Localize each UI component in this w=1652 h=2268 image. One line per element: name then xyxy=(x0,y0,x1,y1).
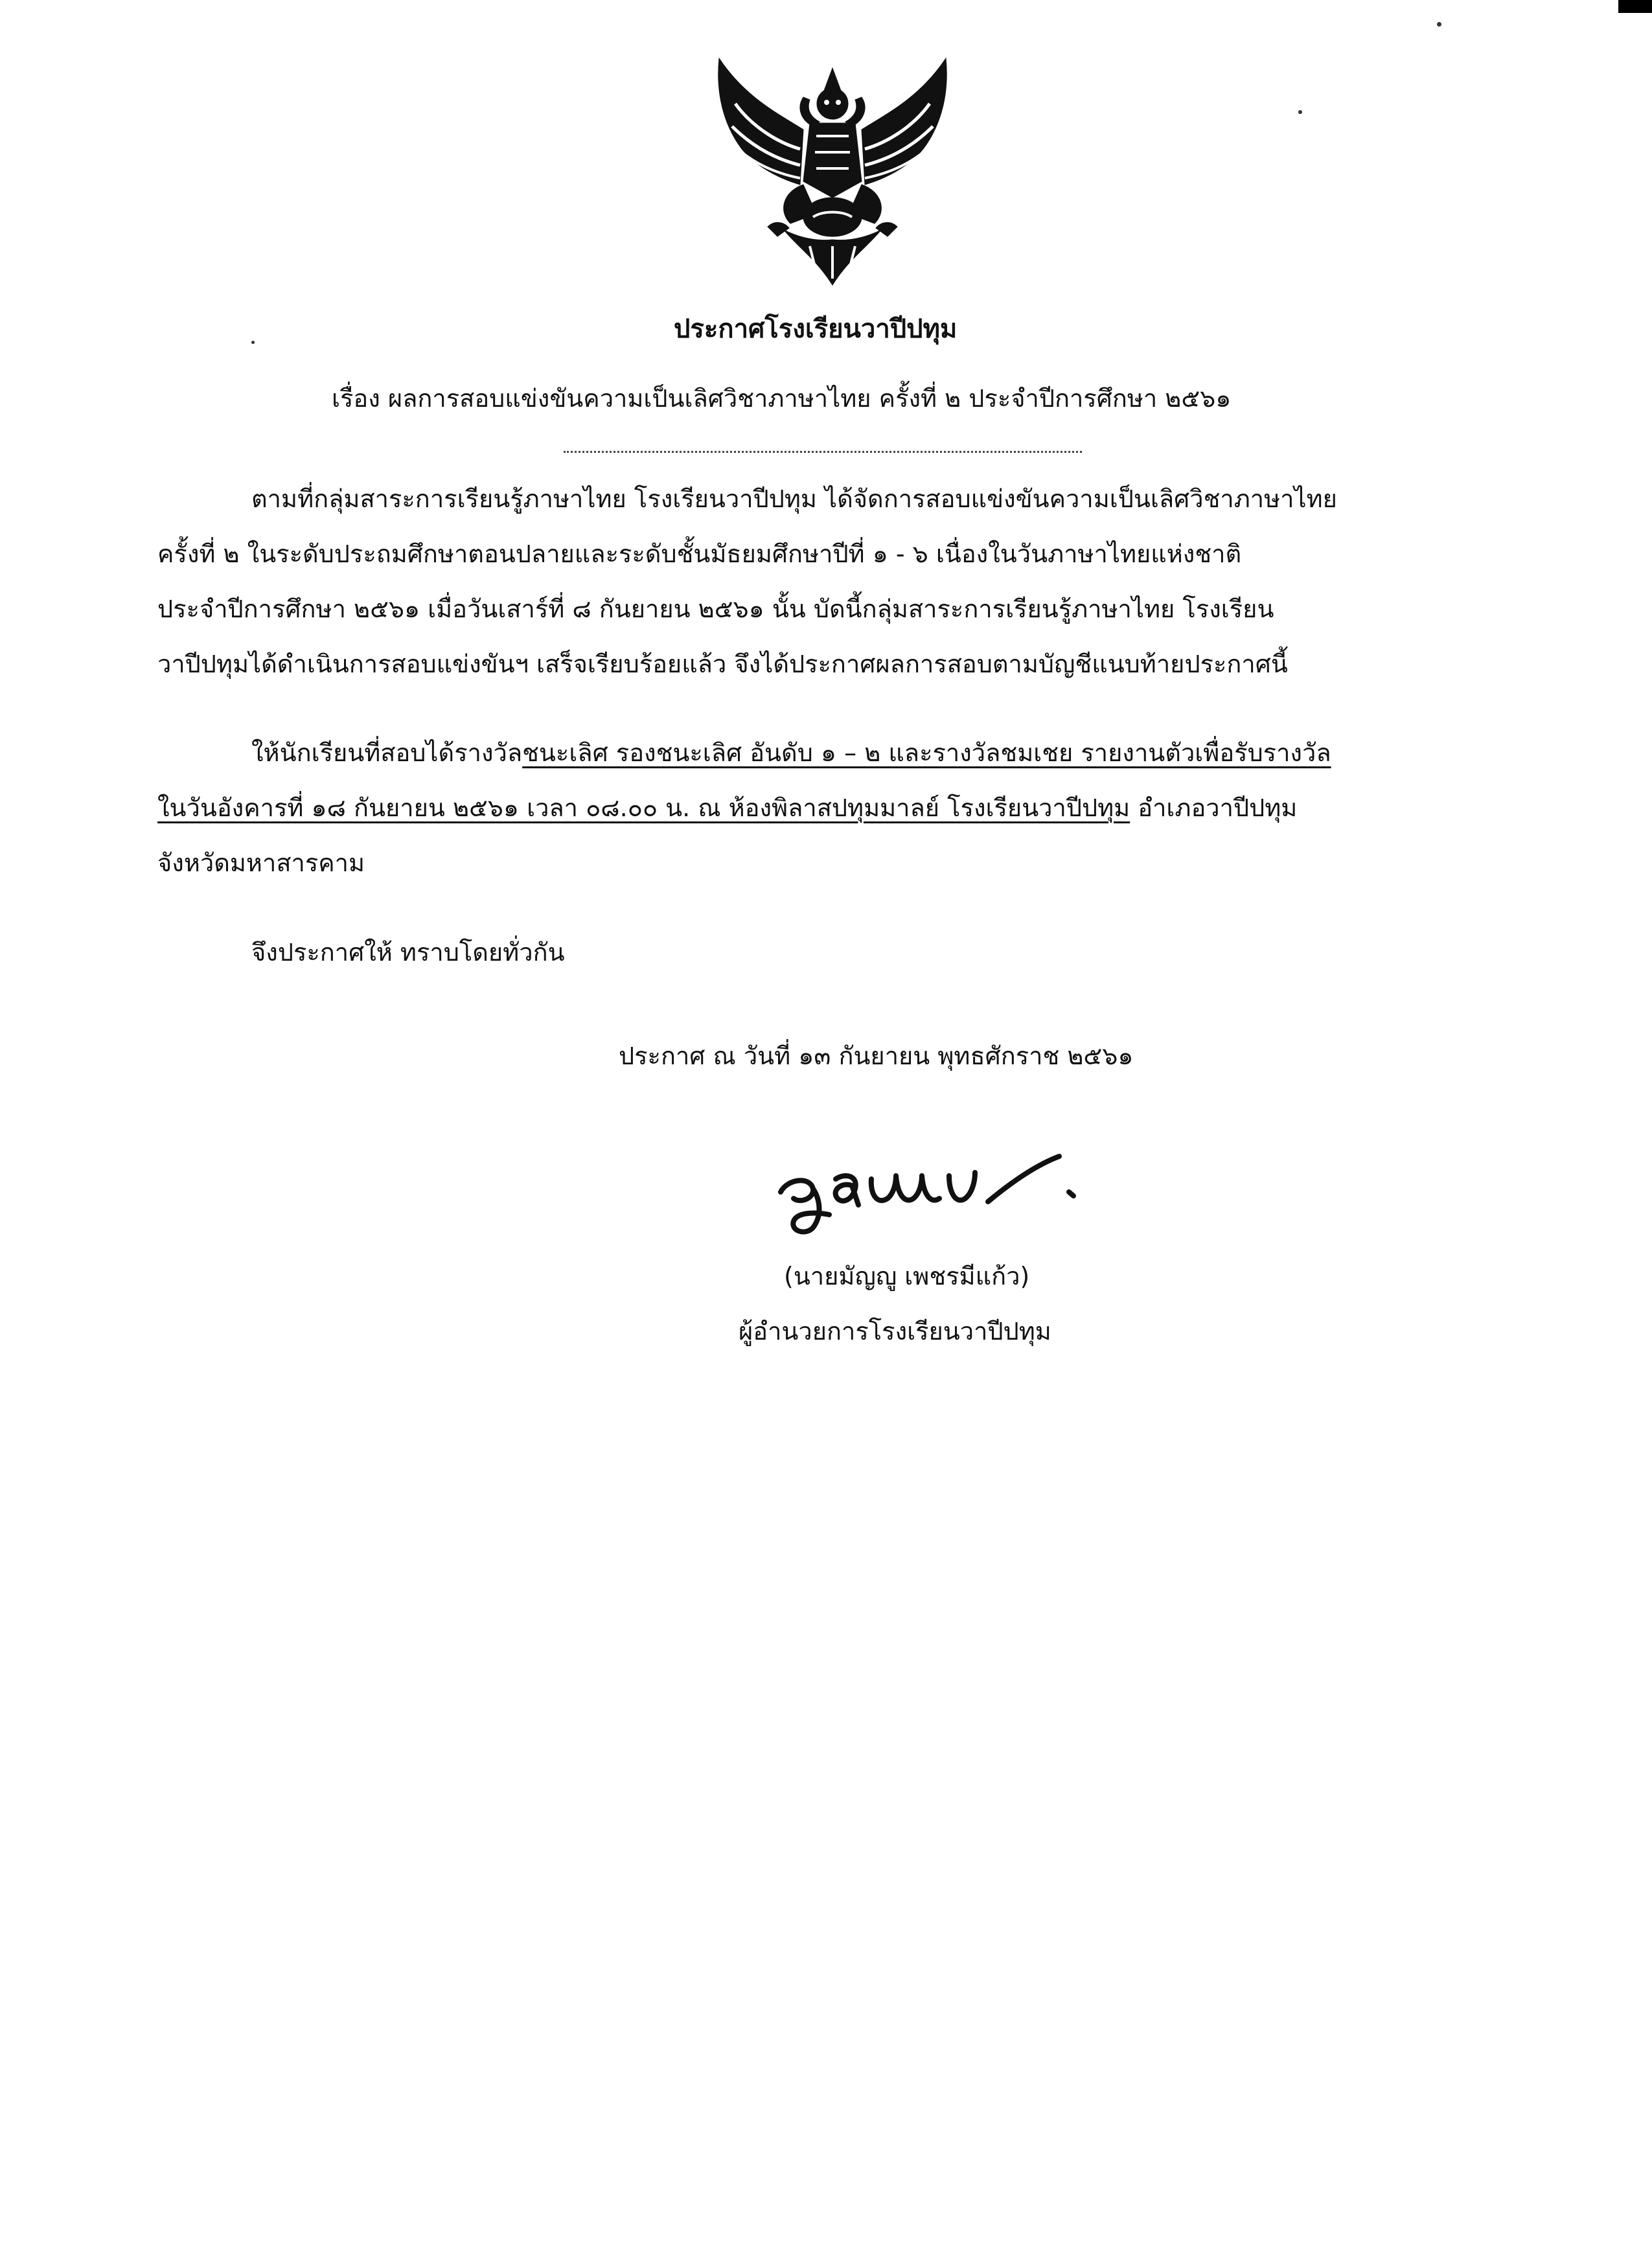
signatory-position: ผู้อำนวยการโรงเรียนวาปีปทุม xyxy=(739,1317,1051,1346)
award-categories-text: ชนะเลิศ รองชนะเลิศ อันดับ ๑ – ๒ และรางวัลชมเชย รายงานตัวเพื่อรับรางวัล xyxy=(522,739,1331,767)
announcement-subject: เรื่อง ผลการสอบแข่งขันความเป็นเลิศวิชาภาษาไทย ครั้งที่ ๒ ประจำปีการศึกษา ๒๕๖๑ xyxy=(332,384,1232,413)
scan-speck xyxy=(1298,110,1302,114)
closing-statement: จึงประกาศให้ ทราบโดยทั่วกัน xyxy=(251,938,565,967)
paragraph-2-line-3: จังหวัดมหาสารคาม xyxy=(157,849,365,877)
paragraph-1-line-3: ประจำปีการศึกษา ๒๕๖๑ เมื่อวันเสาร์ที่ ๘ กันยายน ๒๕๖๑ นั้น บัดนี้กลุ่มสาระการเรียนรู้ภาษาไทย โรงเรียน xyxy=(157,595,1274,623)
dotted-divider xyxy=(564,451,1082,453)
paragraph-1-line-2: ครั้งที่ ๒ ในระดับประถมศึกษาตอนปลายและระดับชั้นมัธยมศึกษาปีที่ ๑ - ๖ เนื่องในวันภาษาไทยแห่งชาติ xyxy=(157,540,1242,568)
paragraph-2-line-2 xyxy=(157,792,1297,824)
garuda-emblem-icon xyxy=(706,52,959,292)
paragraph-2-line-1 xyxy=(251,737,1331,769)
paragraph-2-text: ให้นักเรียนที่สอบได้รางวัล xyxy=(251,739,523,767)
signatory-name: (นายมัญญู เพชรมีแก้ว) xyxy=(784,1262,1030,1290)
announcement-date: ประกาศ ณ วันที่ ๑๓ กันยายน พุทธศักราช ๒๕๖๑ xyxy=(619,1042,1134,1070)
handwritten-signature xyxy=(774,1153,1137,1237)
scan-speck xyxy=(251,341,255,344)
scan-speck xyxy=(1437,22,1441,27)
scan-corner-mark xyxy=(1618,0,1652,13)
district-text: อำเภอวาปีปทุม xyxy=(1130,794,1298,822)
paragraph-1-line-1: ตามที่กลุ่มสาระการเรียนรู้ภาษาไทย โรงเรียนวาปีปทุม ได้จัดการสอบแข่งขันความเป็นเลิศวิชาภาษาไทย xyxy=(251,485,1337,513)
award-date-venue-text: ในวันอังคารที่ ๑๘ กันยายน ๒๕๖๑ เวลา ๐๘.๐๐ น. ณ ห้องพิลาสปทุมมาลย์ โรงเรียนวาปีปทุม xyxy=(157,794,1130,822)
announcement-title: ประกาศโรงเรียนวาปีปทุม xyxy=(674,314,958,344)
paragraph-1-line-4: วาปีปทุมได้ดำเนินการสอบแข่งขันฯ เสร็จเรียบร้อยแล้ว จึงได้ประกาศผลการสอบตามบัญชีแนบท้ายประกาศนี้ xyxy=(157,650,1288,678)
